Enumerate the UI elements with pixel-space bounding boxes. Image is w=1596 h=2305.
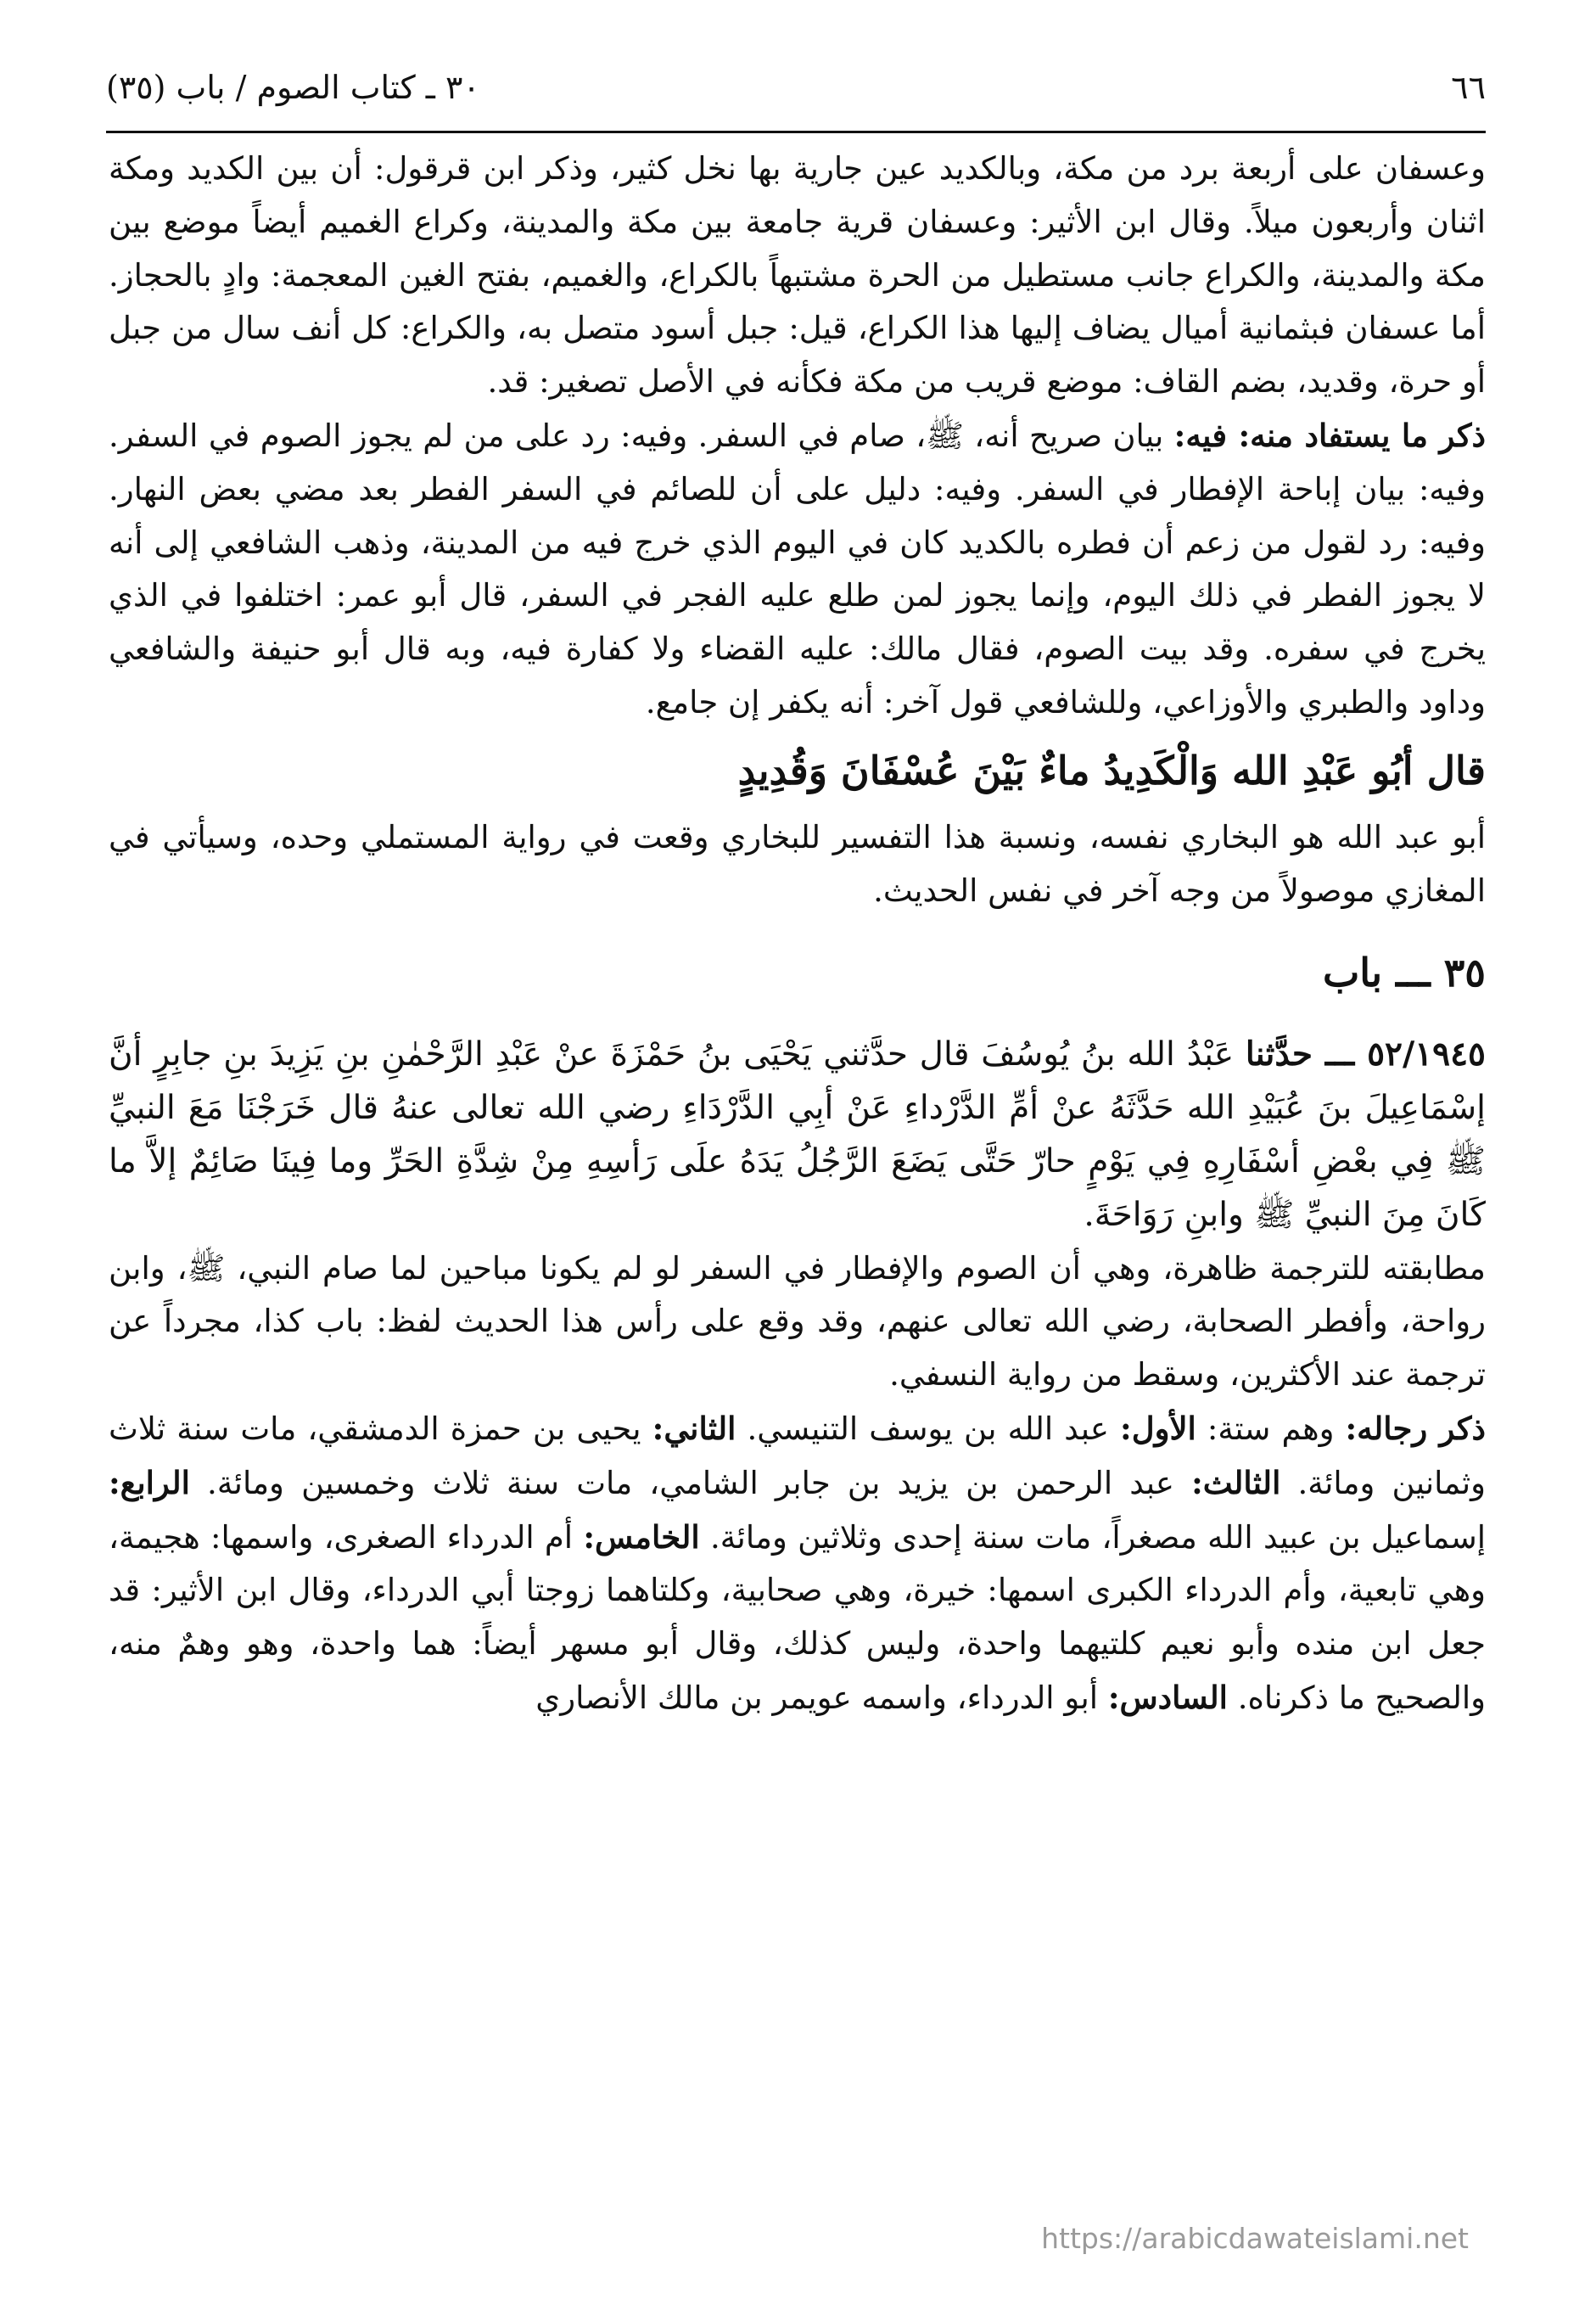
- running-title: ٣٠ ـ كتاب الصوم / باب (٣٥): [106, 69, 480, 106]
- hadith-body: عَبْدُ الله بنُ يُوسُفَ قال حدَّثني يَحْيَى بنُ حَمْزَةَ عنْ عَبْدِ الرَّحْمٰنِ بنِ يَزِيدَ بنِ جابِرٍ أنَّ إسْمَاعِيلَ بنَ عُبَيْدِ الله حَدَّثَهُ عنْ أمِّ الدَّرْداءِ عَنْ أبِي الدَّرْدَاءِ رضي الله تعالى عنهُ قال خَرَجْنَا مَعَ النبيِّ ﷺ فِي بعْضِ أسْفَارِهِ فِي يَوْمٍ حارّ حَتَّى يَضَعَ الرَّجُلُ يَدَهُ علَى رَأسِهِ مِنْ شِدَّةِ الحَرِّ وما فِينَا صَائِمٌ إلاَّ ما كَانَ مِنَ النبيِّ ﷺ وابنِ رَوَاحَةَ.: [109, 1035, 1486, 1234]
- narrator-4-label: الرابع:: [109, 1463, 190, 1501]
- narrators-paragraph: [109, 1402, 1486, 1725]
- watermark-url: https://arabicdawateislami.net: [1041, 2222, 1469, 2255]
- section-heading-kadid: قال أبُو عَبْدِ الله وَالْكَدِيدُ ماءٌ بَيْنَ عُسْفَانَ وَقُدِيدٍ: [737, 747, 1486, 794]
- narrator-4-text: إسماعيل بن عبيد الله مصغراً، مات سنة إحدى وثلاثين ومائة.: [699, 1518, 1486, 1556]
- narrator-3-label: الثالث:: [1191, 1463, 1281, 1501]
- narrator-3-text: عبد الرحمن بن يزيد بن جابر الشامي، مات سنة ثلاث وخمسين ومائة.: [189, 1464, 1192, 1501]
- narrator-1-text: عبد الله بن يوسف التنيسي.: [736, 1410, 1121, 1447]
- narrator-6-label: السادس:: [1107, 1678, 1228, 1716]
- commentary-paragraph-bukhari: أبو عبد الله هو البخاري نفسه، ونسبة هذا التفسير للبخاري وقعت في رواية المستملي وحده، وسيأتي في المغازي موصولاً من وجه آخر في نفس الحديث.: [109, 818, 1486, 909]
- narrator-2-label: الثاني:: [652, 1409, 736, 1447]
- narrator-5-label: الخامس:: [583, 1517, 700, 1556]
- hadith-text: [109, 1028, 1486, 1242]
- narrators-lead: ذكر رجاله:: [1345, 1409, 1486, 1447]
- narrators-count: وهم ستة:: [1196, 1410, 1346, 1447]
- narrator-2-text: يحيى بن حمزة الدمشقي، مات سنة ثلاث وثمانين ومائة.: [109, 1410, 1486, 1501]
- page-body: [109, 143, 1486, 1725]
- benefits-paragraph: [109, 409, 1486, 730]
- commentary-paragraph-correspondence: مطابقته للترجمة ظاهرة، وهي أن الصوم والإفطار في السفر لو لم يكونا مباحين لما صام النبي، ﷺ، وابن رواحة، وأفطر الصحابة، رضي الله تعالى عنهم، وقد وقع على رأس هذا الحديث لفظ: باب كذا، مجرداً عن ترجمة عند الأكثرين، وسقط من رواية النسفي.: [109, 1249, 1486, 1394]
- narrator-1-label: الأول:: [1120, 1409, 1196, 1447]
- header-divider: [106, 131, 1486, 133]
- page-header: [106, 58, 1486, 117]
- commentary-paragraph-places: وعسفان على أربعة برد من مكة، وبالكديد عين جارية بها نخل كثير، وذكر ابن قرقول: أن بين الكديد ومكة اثنان وأربعون ميلاً. وقال ابن الأثير: وعسفان قرية جامعة بين مكة والمدينة، وكراع الغميم أيضاً موضع بين مكة والمدينة، والكراع جانب مستطيل من الحرة مشتبهاً بالكراع، والغميم، بفتح الغين المعجمة: وادٍ بالحجاز. أما عسفان فبثمانية أميال يضاف إليها هذا الكراع، قيل: جبل أسود متصل به، والكراع: كل أنف سال من جبل أو حرة، وقديد، بضم القاف: موضع قريب من مكة فكأنه في الأصل تصغير: قد.: [109, 150, 1486, 401]
- benefits-lead: ذكر ما يستفاد منه: فيه:: [1173, 416, 1486, 454]
- benefits-text: بيان صريح أنه، ﷺ، صام في السفر. وفيه: رد على من لم يجوز الصوم في السفر. وفيه: بيان إباحة الإفطار في السفر. وفيه: دليل على أن للصائم في السفر الفطر بعد مضي بعض النهار. وفيه: رد لقول من زعم أن فطره بالكديد كان في اليوم الذي خرج فيه من المدينة، وذهب الشافعي إلى أنه لا يجوز الفطر في ذلك اليوم، وإنما يجوز لمن طلع عليه الفجر في السفر، قال أبو عمر: اختلفوا في الذي يخرج في سفره. وقد بيت الصوم، فقال مالك: عليه القضاء ولا كفارة فيه، وبه قال أبو حنيفة والشافعي وداود والطبري والأوزاعي، وللشافعي قول آخر: أنه يكفر إن جامع.: [109, 417, 1486, 721]
- page-number: ٦٦: [1451, 69, 1486, 106]
- narrator-5-text: أم الدرداء الصغرى، واسمها: هجيمة، وهي تابعية، وأم الدرداء الكبرى اسمها: خيرة، وهي صحابية، وكلتاهما زوجتا أبي الدرداء، وقال ابن الأثير: قد جعل ابن منده وأبو نعيم كلتيهما واحدة، وليس كذلك، وقال أبو مسهر أيضاً: هما واحدة، وهو وهمٌ منه، والصحيح ما ذكرناه.: [109, 1518, 1486, 1716]
- hadith-number: ٥٢/١٩٤٥ ـــ حدَّثنا: [1245, 1035, 1486, 1074]
- narrator-6-text: أبو الدرداء، واسمه عويمر بن مالك الأنصاري: [535, 1679, 1108, 1716]
- chapter-heading: ٣٥ ـــ باب: [1322, 950, 1486, 996]
